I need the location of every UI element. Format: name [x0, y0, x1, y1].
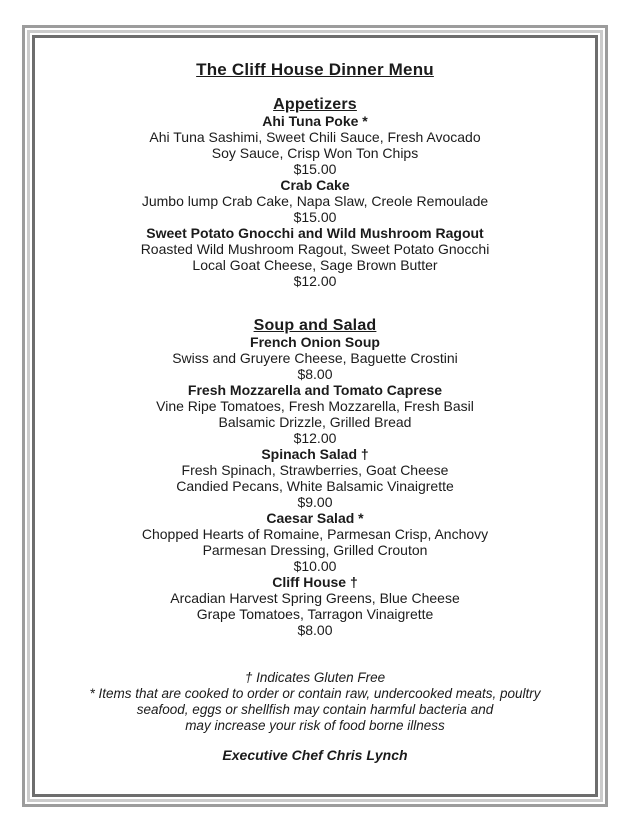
menu-item-desc-line: Parmesan Dressing, Grilled Crouton — [202, 542, 428, 558]
decorative-border-outer — [22, 25, 608, 807]
menu-item-price: $10.00 — [293, 558, 337, 574]
menu-item-desc-line: Vine Ripe Tomatoes, Fresh Mozzarella, Fresh Basil — [156, 398, 474, 414]
menu-item-desc-line: Local Goat Cheese, Sage Brown Butter — [192, 257, 438, 273]
menu-item-sweet-potato-gnocchi — [38, 225, 592, 289]
menu-item-desc-line: Fresh Spinach, Strawberries, Goat Cheese — [181, 462, 449, 478]
menu-item-desc-line: Candied Pecans, White Balsamic Vinaigrette — [176, 478, 454, 494]
menu-item-desc-line: Jumbo lump Crab Cake, Napa Slaw, Creole Remoulade — [141, 193, 489, 209]
raw-items-disclaimer-line: seafood, eggs or shellfish may contain harmful bacteria and — [136, 702, 494, 717]
menu-item-cliff-house-salad — [38, 574, 592, 638]
menu-item-price: $12.00 — [293, 430, 337, 446]
executive-chef-line: Executive Chef Chris Lynch — [222, 747, 408, 763]
section-heading: Soup and Salad — [253, 317, 377, 334]
menu-item-desc-line: Arcadian Harvest Spring Greens, Blue Cheese — [170, 590, 460, 606]
menu-item-desc-line: Ahi Tuna Sashimi, Sweet Chili Sauce, Fresh Avocado — [149, 129, 481, 145]
raw-items-disclaimer-line: * Items that are cooked to order or contain raw, undercooked meats, poultry — [89, 686, 541, 701]
menu-item-ahi-tuna-poke — [38, 113, 592, 177]
section-soup-and-salad — [38, 317, 592, 638]
footer-notes — [38, 670, 592, 734]
menu-item-price: $8.00 — [297, 622, 333, 638]
menu-item-name: French Onion Soup — [250, 334, 380, 350]
menu-item-crab-cake — [38, 177, 592, 225]
decorative-border-inner — [32, 35, 598, 797]
menu-item-french-onion-soup — [38, 334, 592, 382]
menu-item-price: $15.00 — [293, 161, 337, 177]
menu-item-spinach-salad — [38, 446, 592, 510]
menu-item-desc-line: Soy Sauce, Crisp Won Ton Chips — [211, 145, 419, 161]
menu-item-caprese — [38, 382, 592, 446]
section-appetizers — [38, 96, 592, 289]
menu-item-name: Sweet Potato Gnocchi and Wild Mushroom Ragout — [146, 225, 484, 241]
menu-item-price: $8.00 — [297, 366, 333, 382]
menu-item-desc-line: Chopped Hearts of Romaine, Parmesan Crisp, Anchovy — [141, 526, 489, 542]
menu-item-price: $12.00 — [293, 273, 337, 289]
menu-content — [38, 41, 592, 791]
menu-item-caesar-salad — [38, 510, 592, 574]
menu-item-desc-line: Roasted Wild Mushroom Ragout, Sweet Potato Gnocchi — [140, 241, 490, 257]
menu-item-name: Spinach Salad † — [261, 446, 369, 462]
menu-item-name: Ahi Tuna Poke * — [262, 113, 368, 129]
menu-item-name: Crab Cake — [280, 177, 350, 193]
menu-item-name: Fresh Mozzarella and Tomato Caprese — [187, 382, 443, 398]
menu-item-price: $15.00 — [293, 209, 337, 225]
menu-item-desc-line: Swiss and Gruyere Cheese, Baguette Crostini — [172, 350, 458, 366]
section-heading: Appetizers — [273, 96, 357, 113]
page-title: The Cliff House Dinner Menu — [196, 60, 434, 79]
menu-item-desc-line: Balsamic Drizzle, Grilled Bread — [218, 414, 412, 430]
gluten-free-note: † Indicates Gluten Free — [244, 670, 386, 685]
menu-item-name: Cliff House † — [272, 574, 358, 590]
decorative-border-middle — [27, 30, 603, 802]
menu-item-price: $9.00 — [297, 494, 333, 510]
menu-item-name: Caesar Salad * — [266, 510, 364, 526]
raw-items-disclaimer-line: may increase your risk of food borne illness — [185, 718, 445, 733]
menu-item-desc-line: Grape Tomatoes, Tarragon Vinaigrette — [196, 606, 434, 622]
